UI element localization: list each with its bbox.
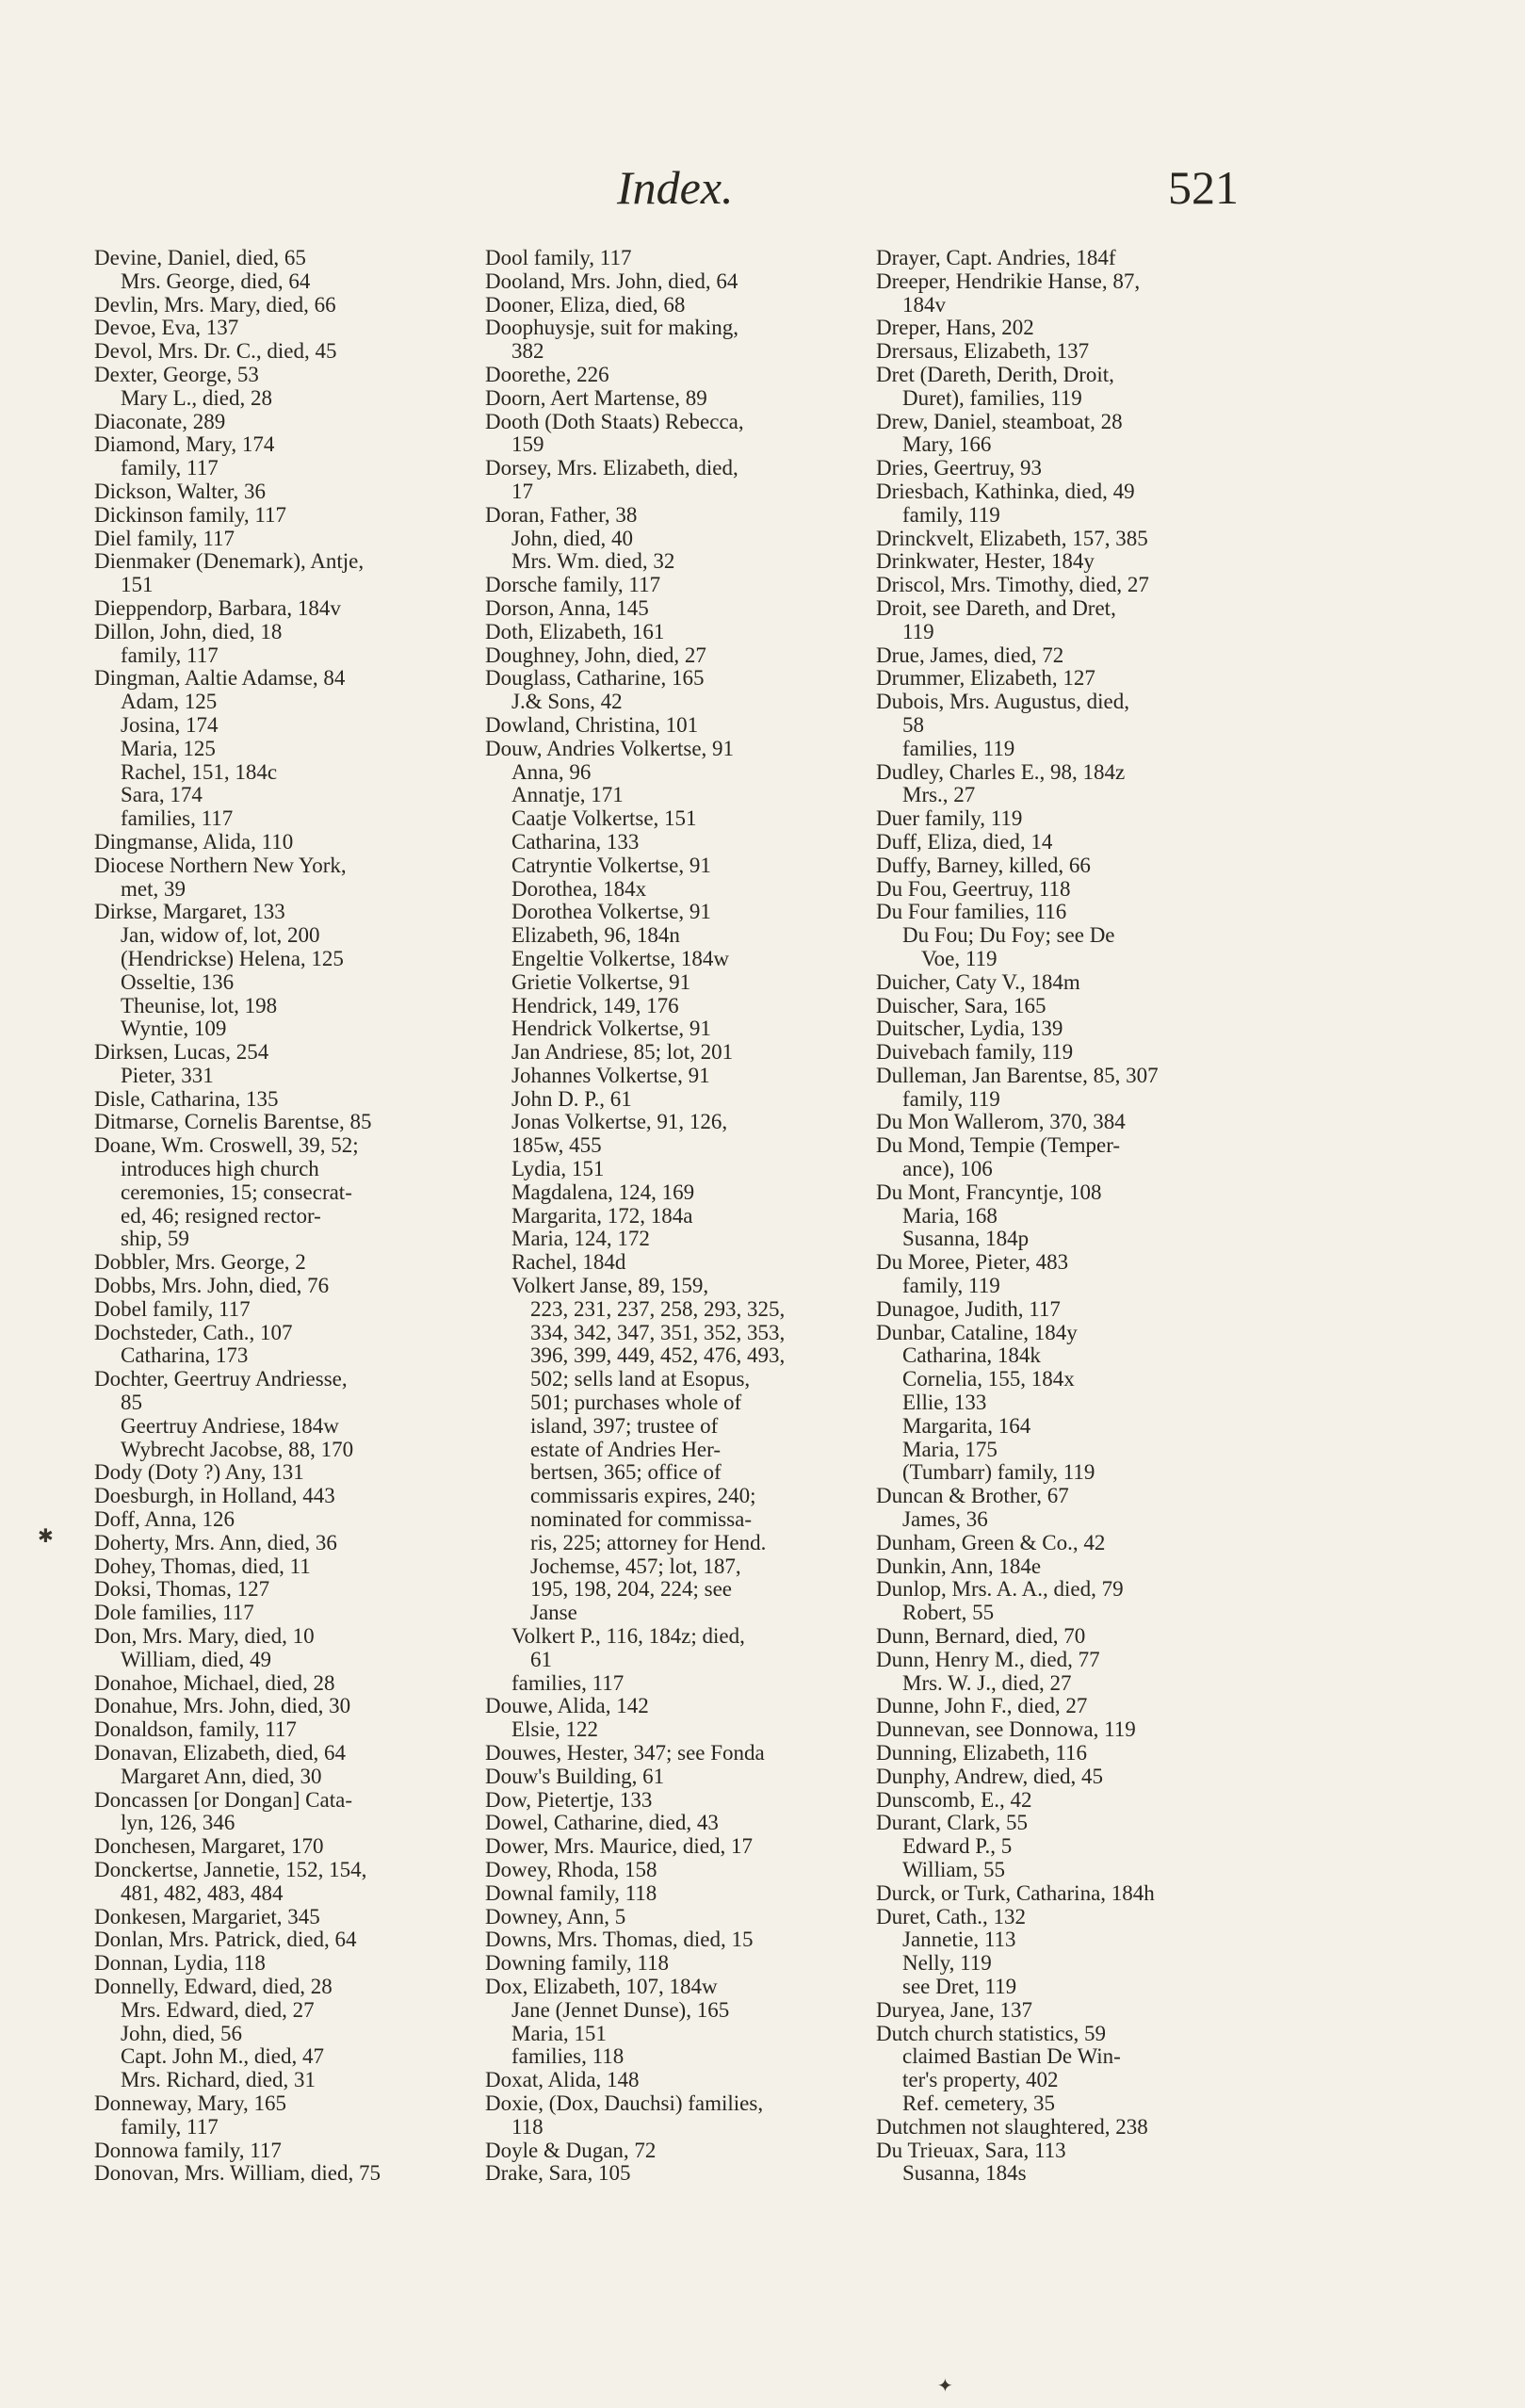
- index-entry: Jonas Volkertse, 91, 126,: [511, 1110, 728, 1134]
- index-entry: family, 119: [902, 502, 1000, 527]
- index-entry: Wybrecht Jacobse, 88, 170: [121, 1437, 354, 1461]
- index-entry: Donovan, Mrs. William, died, 75: [94, 2161, 381, 2186]
- index-entry: Dunphy, Andrew, died, 45: [876, 1764, 1104, 1788]
- index-entry: Catharina, 173: [121, 1343, 249, 1368]
- index-entry: Dunscomb, E., 42: [876, 1787, 1032, 1812]
- index-entry: Duicher, Caty V., 184m: [876, 969, 1080, 994]
- index-entry: Drayer, Capt. Andries, 184f: [876, 246, 1116, 269]
- index-entry: Grietie Volkertse, 91: [511, 969, 691, 994]
- index-entry: Dreeper, Hendrikie Hanse, 87,: [876, 268, 1141, 293]
- page-title: Index.: [617, 161, 734, 214]
- index-entry: Devlin, Mrs. Mary, died, 66: [94, 292, 336, 317]
- index-entry: Susanna, 184p: [902, 1227, 1030, 1251]
- index-entry: Donnowa family, 117: [94, 2138, 282, 2162]
- index-entry: Douwe, Alida, 142: [485, 1694, 649, 1718]
- index-column-2: [485, 247, 862, 2186]
- index-entry: John, died, 56: [121, 2021, 243, 2045]
- index-entry: Drummer, Elizabeth, 127: [876, 666, 1095, 691]
- index-entry: Maria, 124, 172: [511, 1227, 650, 1251]
- index-entry: Dow, Pietertje, 133: [485, 1787, 653, 1812]
- index-entry: Dunagoe, Judith, 117: [876, 1296, 1061, 1321]
- index-entry: 396, 399, 449, 452, 476, 493,: [530, 1343, 786, 1368]
- index-entry: Dutchmen not slaughtered, 238: [876, 2114, 1148, 2139]
- index-entry: family, 117: [121, 643, 219, 667]
- index-entry: families, 118: [511, 2044, 625, 2069]
- index-entry: John, died, 40: [511, 526, 634, 550]
- index-entry: 17: [511, 479, 533, 503]
- index-entry: 195, 198, 204, 224; see: [530, 1577, 733, 1602]
- index-entry: Catharina, 184k: [902, 1343, 1041, 1368]
- index-entry: Duret), families, 119: [902, 385, 1082, 410]
- index-entry: Dienmaker (Denemark), Antje,: [94, 549, 365, 574]
- index-entry: Elizabeth, 96, 184n: [511, 923, 680, 948]
- index-entry: Annatje, 171: [511, 783, 624, 807]
- index-entry: Dorson, Anna, 145: [485, 595, 649, 620]
- index-entry: J.& Sons, 42: [511, 690, 623, 714]
- index-entry: Theunise, lot, 198: [121, 993, 278, 1017]
- index-entry: Sara, 174: [121, 783, 203, 807]
- index-entry: 185w, 455: [511, 1133, 602, 1158]
- index-entry: Donahue, Mrs. John, died, 30: [94, 1694, 351, 1718]
- index-entry: Caatje Volkertse, 151: [511, 806, 697, 831]
- index-entry: family, 117: [121, 2114, 219, 2139]
- index-entry: commissaris expires, 240;: [530, 1484, 756, 1508]
- index-entry: Duncan & Brother, 67: [876, 1484, 1069, 1508]
- index-entry: Catryntie Volkertse, 91: [511, 853, 711, 877]
- index-entry: Dooland, Mrs. John, died, 64: [485, 268, 738, 293]
- index-entry: Dorsche family, 117: [485, 573, 661, 597]
- index-entry: Drake, Sara, 105: [485, 2161, 631, 2186]
- index-entry: 382: [511, 339, 544, 364]
- index-entry: Donkesen, Margariet, 345: [94, 1904, 320, 1928]
- index-entry: 58: [902, 712, 924, 737]
- index-entry: Dunning, Elizabeth, 116: [876, 1741, 1087, 1765]
- index-entry: Driesbach, Kathinka, died, 49: [876, 479, 1135, 503]
- index-entry: Doorethe, 226: [485, 362, 609, 386]
- index-entry: Douglass, Catharine, 165: [485, 666, 705, 691]
- index-entry: ed, 46; resigned rector-: [121, 1203, 321, 1228]
- index-entry: 223, 231, 237, 258, 293, 325,: [530, 1296, 786, 1321]
- index-entry: Dowland, Christina, 101: [485, 712, 699, 737]
- index-entry: Margarita, 164: [902, 1413, 1031, 1438]
- index-entry: Dunn, Bernard, died, 70: [876, 1624, 1086, 1649]
- index-entry: Susanna, 184s: [902, 2161, 1027, 2186]
- index-entry: Maria, 151: [511, 2021, 607, 2045]
- index-entry: Wyntie, 109: [121, 1017, 227, 1041]
- index-entry: Downing family, 118: [485, 1951, 670, 1976]
- index-entry: Donahoe, Michael, died, 28: [94, 1670, 335, 1695]
- index-entry: 481, 482, 483, 484: [121, 1880, 284, 1905]
- index-entry: island, 397; trustee of: [530, 1413, 719, 1438]
- index-entry: Jane (Jennet Dunse), 165: [511, 1997, 730, 2022]
- index-entry: Doorn, Aert Martense, 89: [485, 385, 707, 410]
- index-entry: Doyle & Dugan, 72: [485, 2138, 657, 2162]
- index-entry: 119: [902, 619, 934, 643]
- index-entry: 85: [121, 1391, 142, 1415]
- index-entry: Catharina, 133: [511, 829, 640, 854]
- index-entry: nominated for commissa-: [530, 1507, 753, 1532]
- index-entry: bertsen, 365; office of: [530, 1460, 722, 1485]
- index-entry: Duff, Eliza, died, 14: [876, 829, 1053, 854]
- index-entry: Mrs. George, died, 64: [121, 268, 311, 293]
- index-entry: Du Trieuax, Sara, 113: [876, 2138, 1066, 2162]
- index-entry: Dillon, John, died, 18: [94, 619, 283, 643]
- index-entry: Diel family, 117: [94, 526, 235, 550]
- index-entry: Donckertse, Jannetie, 152, 154,: [94, 1857, 367, 1881]
- index-entry: family, 119: [902, 1274, 1000, 1298]
- index-entry: Drue, James, died, 72: [876, 643, 1064, 667]
- index-entry: ceremonies, 15; consecrat-: [121, 1180, 352, 1204]
- index-entry: Dool family, 117: [485, 246, 632, 269]
- index-entry: Dunn, Henry M., died, 77: [876, 1647, 1100, 1671]
- index-entry: Du Mon Wallerom, 370, 384: [876, 1110, 1126, 1134]
- index-entry: Diamond, Mary, 174: [94, 432, 275, 457]
- index-entry: Dole families, 117: [94, 1601, 254, 1625]
- index-entry: Durck, or Turk, Catharina, 184h: [876, 1880, 1155, 1905]
- index-entry: Hendrick Volkertse, 91: [511, 1017, 711, 1041]
- index-entry: met, 39: [121, 876, 186, 901]
- index-entry: Janse: [530, 1601, 577, 1625]
- index-entry: Mrs. Richard, died, 31: [121, 2068, 316, 2092]
- index-entry: Robert, 55: [902, 1601, 995, 1625]
- index-entry: Dox, Elizabeth, 107, 184w: [485, 1974, 718, 1998]
- index-entry: 159: [511, 432, 544, 457]
- index-entry: Dudley, Charles E., 98, 184z: [876, 759, 1126, 784]
- index-entry: Rachel, 151, 184c: [121, 759, 278, 784]
- index-entry: Dubois, Mrs. Augustus, died,: [876, 690, 1129, 714]
- index-entry: Geertruy Andriese, 184w: [121, 1413, 339, 1438]
- index-entry: Devol, Mrs. Dr. C., died, 45: [94, 339, 337, 364]
- index-entry: Donaldson, family, 117: [94, 1717, 297, 1742]
- index-entry: 151: [121, 573, 154, 597]
- index-entry: Dickson, Walter, 36: [94, 479, 267, 503]
- index-entry: Dulleman, Jan Barentse, 85, 307: [876, 1063, 1159, 1087]
- index-entry: Dexter, George, 53: [94, 362, 259, 386]
- index-entry: Downs, Mrs. Thomas, died, 15: [485, 1928, 754, 1952]
- index-entry: Du Moree, Pieter, 483: [876, 1250, 1069, 1275]
- index-entry: Margarita, 172, 184a: [511, 1203, 693, 1228]
- index-entry: Doncassen [or Dongan] Cata-: [94, 1787, 352, 1812]
- index-entry: ship, 59: [121, 1227, 189, 1251]
- index-entry: Volkert P., 116, 184z; died,: [511, 1624, 745, 1649]
- index-entry: Donneway, Mary, 165: [94, 2091, 286, 2115]
- index-entry: Dirkse, Margaret, 133: [94, 900, 285, 924]
- index-entry: Duryea, Jane, 137: [876, 1997, 1033, 2022]
- index-entry: Duivebach family, 119: [876, 1040, 1074, 1065]
- index-entry: Douwes, Hester, 347; see Fonda: [485, 1741, 765, 1765]
- index-entry: Drersaus, Elizabeth, 137: [876, 339, 1090, 364]
- index-entry: Drew, Daniel, steamboat, 28: [876, 409, 1123, 433]
- index-entry: Dries, Geertruy, 93: [876, 456, 1043, 480]
- index-entry: Anna, 96: [511, 759, 592, 784]
- index-entry: Ellie, 133: [902, 1391, 987, 1415]
- index-entry: Nelly, 119: [902, 1951, 992, 1976]
- index-column-1: [94, 247, 471, 2186]
- index-entry: Magdalena, 124, 169: [511, 1180, 695, 1204]
- index-entry: Margaret Ann, died, 30: [121, 1764, 322, 1788]
- index-entry: Devine, Daniel, died, 65: [94, 246, 306, 269]
- index-entry: William, 55: [902, 1857, 1005, 1881]
- index-entry: Dirksen, Lucas, 254: [94, 1040, 269, 1065]
- index-entry: Hendrick, 149, 176: [511, 993, 679, 1017]
- index-entry: Mrs. W. J., died, 27: [902, 1670, 1072, 1695]
- index-entry: Du Fou, Geertruy, 118: [876, 876, 1071, 901]
- index-entry: Downal family, 118: [485, 1880, 657, 1905]
- index-entry: Edward P., 5: [902, 1834, 1013, 1859]
- index-entry: Dreper, Hans, 202: [876, 316, 1034, 340]
- index-entry: Maria, 168: [902, 1203, 998, 1228]
- index-entry: James, 36: [902, 1507, 988, 1532]
- index-entry: Dunlop, Mrs. A. A., died, 79: [876, 1577, 1124, 1602]
- index-entry: Doxie, (Dox, Dauchsi) families,: [485, 2091, 764, 2115]
- index-entry: Doesburgh, in Holland, 443: [94, 1484, 335, 1508]
- index-entry: Johannes Volkertse, 91: [511, 1063, 710, 1087]
- index-entry: Ref. cemetery, 35: [902, 2091, 1055, 2115]
- index-entry: Doth, Elizabeth, 161: [485, 619, 665, 643]
- index-entry: Droit, see Dareth, and Dret,: [876, 595, 1116, 620]
- printer-mark-icon: ✱: [38, 1526, 54, 1547]
- index-entry: family, 119: [902, 1086, 1000, 1111]
- index-entry: Jannetie, 113: [902, 1928, 1016, 1952]
- index-entry: Duffy, Barney, killed, 66: [876, 853, 1091, 877]
- index-entry: family, 117: [121, 456, 219, 480]
- index-entry: Dooth (Doth Staats) Rebecca,: [485, 409, 744, 433]
- index-entry: John D. P., 61: [511, 1086, 632, 1111]
- index-entry: Mary, 166: [902, 432, 992, 457]
- index-entry: Mrs. Edward, died, 27: [121, 1997, 315, 2022]
- index-entry: estate of Andries Her-: [530, 1437, 721, 1461]
- index-entry: Dunne, John F., died, 27: [876, 1694, 1088, 1718]
- index-entry: Dunham, Green & Co., 42: [876, 1530, 1106, 1554]
- index-entry: Douw, Andries Volkertse, 91: [485, 736, 735, 760]
- index-entry: Doran, Father, 38: [485, 502, 638, 527]
- index-entry: 334, 342, 347, 351, 352, 353,: [530, 1320, 786, 1344]
- index-entry: Dingmanse, Alida, 110: [94, 829, 294, 854]
- index-entry: Downey, Ann, 5: [485, 1904, 626, 1928]
- index-entry: ance), 106: [902, 1157, 993, 1181]
- index-entry: Jan, widow of, lot, 200: [121, 923, 320, 948]
- index-entry: Mary L., died, 28: [121, 385, 272, 410]
- index-entry: Donchesen, Margaret, 170: [94, 1834, 324, 1859]
- index-entry: Dieppendorp, Barbara, 184v: [94, 595, 341, 620]
- index-entry: Duer family, 119: [876, 806, 1023, 831]
- index-entry: Duischer, Sara, 165: [876, 993, 1046, 1017]
- index-entry: Dochter, Geertruy Andriesse,: [94, 1367, 348, 1391]
- index-entry: Rachel, 184d: [511, 1250, 626, 1275]
- index-entry: Drinckvelt, Elizabeth, 157, 385: [876, 526, 1148, 550]
- index-entry: families, 117: [511, 1670, 625, 1695]
- index-entry: Dunbar, Cataline, 184y: [876, 1320, 1078, 1344]
- index-entry: (Hendrickse) Helena, 125: [121, 946, 344, 970]
- index-entry: families, 117: [121, 806, 234, 831]
- index-entry: Ditmarse, Cornelis Barentse, 85: [94, 1110, 372, 1134]
- index-entry: Voe, 119: [921, 946, 998, 970]
- index-entry: Jochemse, 457; lot, 187,: [530, 1554, 741, 1578]
- index-entry: 501; purchases whole of: [530, 1391, 742, 1415]
- index-entry: Lydia, 151: [511, 1157, 605, 1181]
- index-entry: Capt. John M., died, 47: [121, 2044, 324, 2069]
- index-entry: Dobbler, Mrs. George, 2: [94, 1250, 306, 1275]
- index-entry: Elsie, 122: [511, 1717, 598, 1742]
- index-entry: Dochsteder, Cath., 107: [94, 1320, 293, 1344]
- index-entry: Dret (Dareth, Derith, Droit,: [876, 362, 1114, 386]
- index-entry: ris, 225; attorney for Hend.: [530, 1530, 767, 1554]
- index-entry: Dingman, Aaltie Adamse, 84: [94, 666, 346, 691]
- index-entry: Osseltie, 136: [121, 969, 235, 994]
- index-entry: Doxat, Alida, 148: [485, 2068, 640, 2092]
- index-entry: Dowey, Rhoda, 158: [485, 1857, 657, 1881]
- index-entry: Mrs. Wm. died, 32: [511, 549, 675, 574]
- index-entry: 502; sells land at Esopus,: [530, 1367, 751, 1391]
- index-entry: lyn, 126, 346: [121, 1811, 235, 1835]
- index-entry: Dobel family, 117: [94, 1296, 251, 1321]
- index-entry: Don, Mrs. Mary, died, 10: [94, 1624, 315, 1649]
- index-entry: Drinkwater, Hester, 184y: [876, 549, 1095, 574]
- index-entry: Mrs., 27: [902, 783, 976, 807]
- index-entry: Engeltie Volkertse, 184w: [511, 946, 730, 970]
- index-entry: Maria, 125: [121, 736, 216, 760]
- index-column-3: [876, 247, 1253, 2186]
- index-entry: Dickinson family, 117: [94, 502, 286, 527]
- index-entry: Doff, Anna, 126: [94, 1507, 235, 1532]
- index-entry: Devoe, Eva, 137: [94, 316, 239, 340]
- index-entry: Doophuysje, suit for making,: [485, 316, 738, 340]
- index-entry: Dohey, Thomas, died, 11: [94, 1554, 311, 1578]
- index-entry: families, 119: [902, 736, 1015, 760]
- index-entry: Pieter, 331: [121, 1063, 214, 1087]
- index-entry: Donnelly, Edward, died, 28: [94, 1974, 333, 1998]
- index-entry: Volkert Janse, 89, 159,: [511, 1274, 709, 1298]
- index-entry: Duitscher, Lydia, 139: [876, 1017, 1063, 1041]
- index-entry: William, died, 49: [121, 1647, 272, 1671]
- printer-mark-icon: ✦: [937, 2376, 953, 2397]
- index-entry: Durant, Clark, 55: [876, 1811, 1028, 1835]
- index-entry: 118: [511, 2114, 543, 2139]
- index-entry: Dowel, Catharine, died, 43: [485, 1811, 719, 1835]
- index-entry: Dower, Mrs. Maurice, died, 17: [485, 1834, 753, 1859]
- page-header: [0, 151, 1525, 217]
- index-entry: Donlan, Mrs. Patrick, died, 64: [94, 1928, 357, 1952]
- index-entry: Diaconate, 289: [94, 409, 226, 433]
- index-entry: (Tumbarr) family, 119: [902, 1460, 1095, 1485]
- index-entry: Adam, 125: [121, 690, 218, 714]
- index-entry: Du Fou; Du Foy; see De: [902, 923, 1115, 948]
- index-entry: Dorothea, 184x: [511, 876, 647, 901]
- index-entry: Driscol, Mrs. Timothy, died, 27: [876, 573, 1149, 597]
- index-entry: Dunkin, Ann, 184e: [876, 1554, 1042, 1578]
- index-entry: Diocese Northern New York,: [94, 853, 347, 877]
- index-entry: Dorsey, Mrs. Elizabeth, died,: [485, 456, 738, 480]
- index-entry: Duret, Cath., 132: [876, 1904, 1027, 1928]
- index-entry: Donavan, Elizabeth, died, 64: [94, 1741, 346, 1765]
- index-entry: Dobbs, Mrs. John, died, 76: [94, 1274, 330, 1298]
- index-entry: Dorothea Volkertse, 91: [511, 900, 711, 924]
- index-entry: 61: [530, 1647, 552, 1671]
- index-entry: Doane, Wm. Croswell, 39, 52;: [94, 1133, 359, 1158]
- index-entry: Doherty, Mrs. Ann, died, 36: [94, 1530, 337, 1554]
- index-entry: Dody (Doty ?) Any, 131: [94, 1460, 304, 1485]
- index-entry: Cornelia, 155, 184x: [902, 1367, 1075, 1391]
- index-entry: introduces high church: [121, 1157, 319, 1181]
- index-entry: Doksi, Thomas, 127: [94, 1577, 270, 1602]
- index-entry: Josina, 174: [121, 712, 219, 737]
- index-entry: Maria, 175: [902, 1437, 998, 1461]
- index-entry: Jan Andriese, 85; lot, 201: [511, 1040, 734, 1065]
- index-entry: Donnan, Lydia, 118: [94, 1951, 266, 1976]
- index-entry: see Dret, 119: [902, 1974, 1017, 1998]
- index-entry: claimed Bastian De Win-: [902, 2044, 1121, 2069]
- index-entry: Dutch church statistics, 59: [876, 2021, 1107, 2045]
- index-entry: Du Four families, 116: [876, 900, 1067, 924]
- index-entry: Douw's Building, 61: [485, 1764, 665, 1788]
- index-entry: Doughney, John, died, 27: [485, 643, 706, 667]
- index-entry: Du Mond, Tempie (Temper-: [876, 1133, 1121, 1158]
- index-entry: ter's property, 402: [902, 2068, 1059, 2092]
- index-entry: Disle, Catharina, 135: [94, 1086, 279, 1111]
- index-entry: Dunnevan, see Donnowa, 119: [876, 1717, 1136, 1742]
- index-entry: Du Mont, Francyntje, 108: [876, 1180, 1102, 1204]
- page-number: 521: [1168, 161, 1239, 214]
- index-entry: Dooner, Eliza, died, 68: [485, 292, 686, 317]
- index-entry: 184v: [902, 292, 946, 317]
